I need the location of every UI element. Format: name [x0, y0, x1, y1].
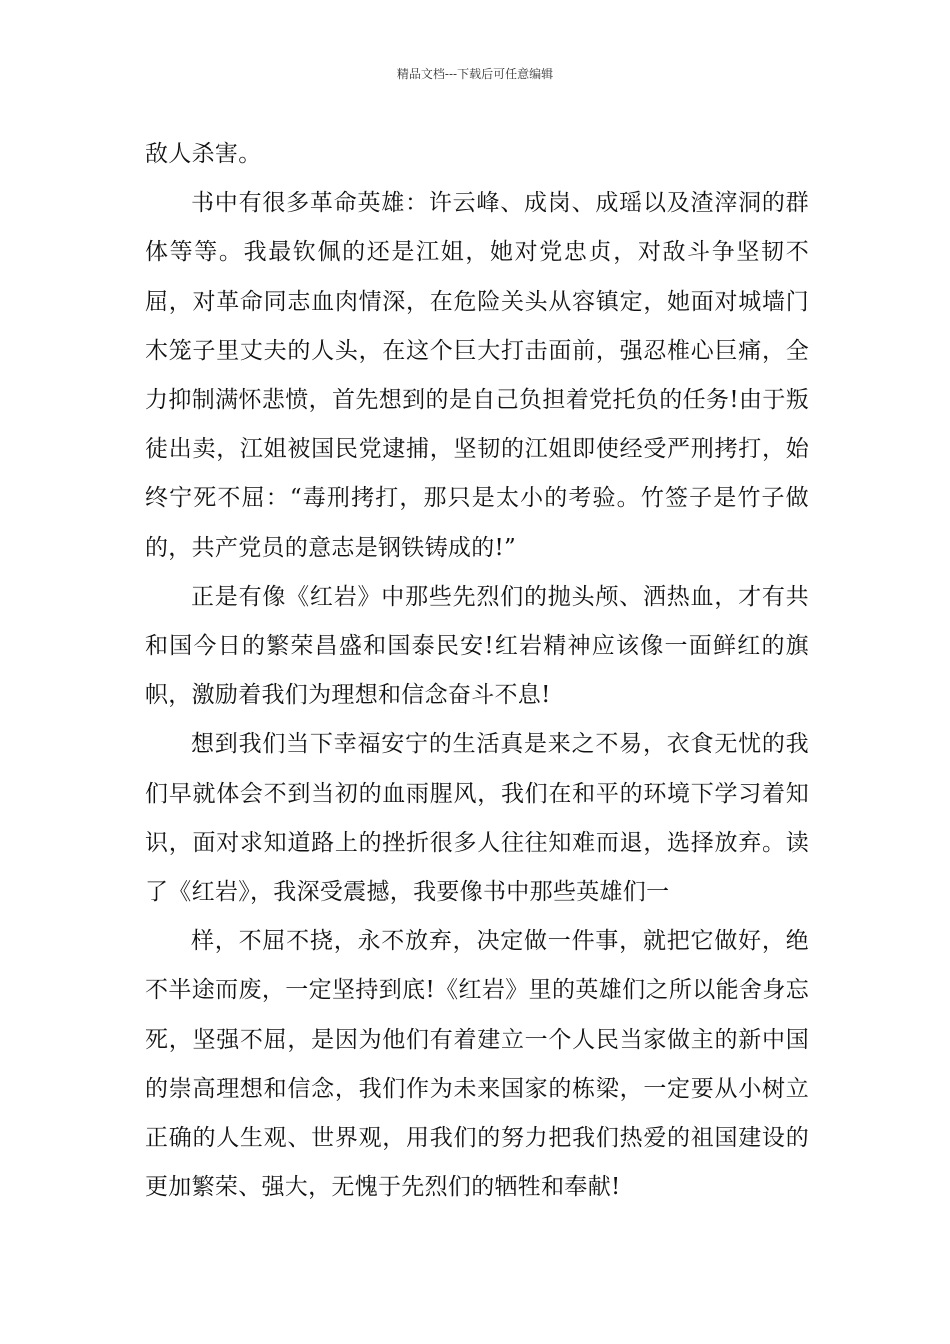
- paragraph-red-rock-spirit: 正是有像《红岩》中那些先烈们的抛头颅、洒热血，才有共和国今日的繁荣昌盛和国泰民安!红岩精神应该像一面鲜红的旗帜，激励着我们为理想和信念奋斗不息!: [145, 583, 809, 709]
- paragraph-continuation: 敌人杀害。: [145, 141, 262, 167]
- paragraph-resolution: 样，不屈不挠，永不放弃，决定做一件事，就把它做好，绝不半途而废，一定坚持到底!《红岩》里的英雄们之所以能舍身忘死，坚强不屈，是因为他们有着建立一个人民当家做主的新中国的崇高理想和信念，我们作为未来国家的栋梁，一定要从小树立正确的人生观、世界观，用我们的努力把我们热爱的祖国建设的更加繁荣、强大，无愧于先烈们的牺牲和奉献!: [145, 928, 809, 1201]
- document-body: [145, 130, 809, 1212]
- paragraph-heroes: 书中有很多革命英雄：许云峰、成岗、成瑶以及渣滓洞的群体等等。我最钦佩的还是江姐，她对党忠贞，对敌斗争坚韧不屈，对革命同志血肉情深，在危险关头从容镇定，她面对城墙门木笼子里丈夫的人头，在这个巨大打击面前，强忍椎心巨痛，全力抑制满怀悲愤，首先想到的是自己负担着党托负的任务!由于叛徒出卖，江姐被国民党逮捕，坚韧的江姐即使经受严刑拷打，始终宁死不屈：“毒刑拷打，那只是太小的考验。竹签子是竹子做的，共产党员的意志是钢铁铸成的!”: [145, 190, 809, 561]
- page-header: 精品文档---下载后可任意编辑: [396, 67, 554, 81]
- paragraph-reflection: 想到我们当下幸福安宁的生活真是来之不易，衣食无忧的我们早就体会不到当初的血雨腥风，我们在和平的环境下学习着知识，面对求知道路上的挫折很多人往往知难而退，选择放弃。读了《红岩》，我深受震撼，我要像书中那些英雄们一: [145, 731, 809, 906]
